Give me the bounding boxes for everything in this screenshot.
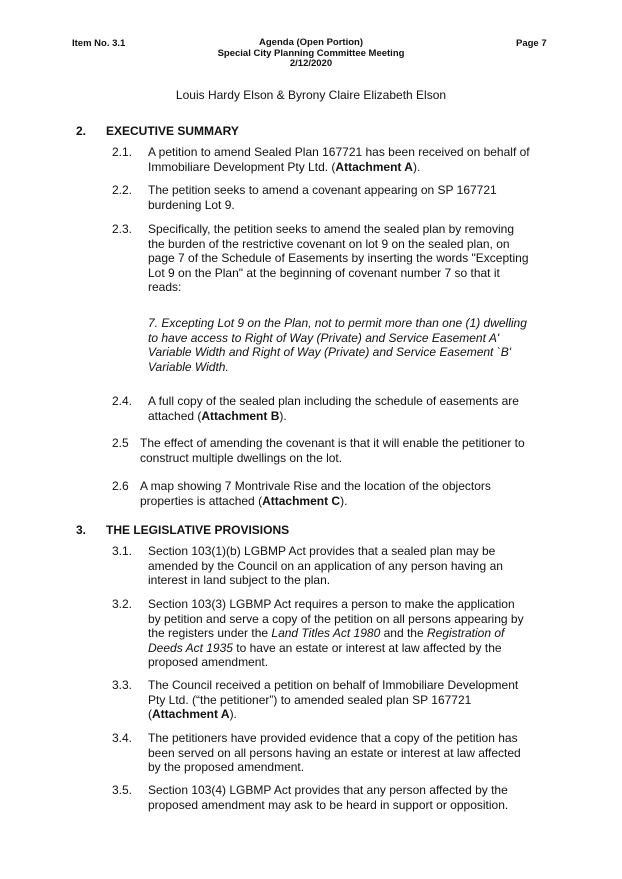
act-name: Deeds Act 1935 (148, 640, 233, 655)
quote-line: to have access to Right of Way (Private) and Service Easement A' (148, 330, 500, 345)
item-line: been served on all persons having an estate or interest at law affected (148, 745, 521, 760)
item-line: The Council received a petition on behalf of Immobiliare Development (148, 678, 519, 692)
item-line: Deeds Act 1935 to have an estate or interest at law affected by the (148, 640, 502, 655)
item-line: A full copy of the sealed plan including the schedule of easements are (148, 394, 519, 408)
item-line: construct multiple dwellings on the lot. (140, 450, 343, 465)
item-line: page 7 of the Schedule of Easements by inserting the words "Excepting (148, 251, 529, 266)
attachment-ref: Attachment C (262, 493, 341, 508)
item-line: Section 103(1)(b) LGBMP Act provides that a sealed plan may be (148, 544, 496, 558)
item-line: Section 103(3) LGBMP Act requires a person to make the application (148, 597, 515, 611)
item-number: 3.3. (112, 678, 133, 692)
item-number: 2.1. (112, 145, 133, 159)
section-number: 3. (76, 523, 87, 537)
meeting-date: 2/12/2020 (289, 58, 333, 69)
item-line: Pty Ltd. (“the petitioner”) to amended sealed plan SP 167721 (148, 692, 472, 707)
item-line: A map showing 7 Montrivale Rise and the location of the objectors (140, 479, 491, 493)
item-line: the registers under the Land Titles Act 1980 and the Registration of (148, 626, 505, 641)
item-line: interest in land subject to the plan. (148, 573, 331, 588)
petitioner-names: Louis Hardy Elson & Byrony Claire Elizabeth Elson (175, 88, 447, 102)
item-line: The petitioners have provided evidence that a copy of the petition has (148, 731, 518, 745)
item-line: (Attachment A). (148, 707, 237, 722)
act-name: Registration of (426, 626, 505, 641)
attachment-ref: Attachment A (152, 707, 230, 722)
item-number: 2.6 (112, 479, 129, 493)
item-line: burdening Lot 9. (148, 197, 235, 212)
item-number: 2.2. (112, 183, 133, 197)
item-line: A petition to amend Sealed Plan 167721 has been received on behalf of (148, 145, 530, 159)
item-number: 2.3. (112, 222, 133, 236)
item-line: The petition seeks to amend a covenant appearing on SP 167721 (148, 183, 497, 197)
item-number: 3.2. (112, 597, 133, 611)
section-title: EXECUTIVE SUMMARY (106, 124, 239, 138)
item-line: proposed amendment. (148, 655, 269, 670)
quote-line: Variable Width and Right of Way (Private) and Service Easement `B' (148, 345, 512, 360)
item-line: Specifically, the petition seeks to amend the sealed plan by removing (148, 222, 514, 236)
item-line: properties is attached (Attachment C). (140, 493, 348, 508)
item-line: by petition and serve a copy of the petition on all persons appearing by (148, 611, 524, 626)
quote-line: 7. Excepting Lot 9 on the Plan, not to permit more than one (1) dwelling (148, 316, 527, 330)
item-line: proposed amendment may ask to be heard in support or opposition. (148, 797, 509, 812)
item-line: Lot 9 on the Plan" at the beginning of covenant number 7 so that it (148, 265, 500, 280)
page-number: Page 7 (516, 38, 547, 49)
item-number: Item No. 3.1 (72, 38, 126, 49)
item-number: 3.4. (112, 731, 133, 745)
item-number: 2.4. (112, 394, 133, 408)
item-line: by the proposed amendment. (148, 760, 305, 775)
item-number: 2.5 (112, 436, 129, 450)
item-number: 3.1. (112, 544, 133, 558)
item-line: the burden of the restrictive covenant on lot 9 on the sealed plan, on (148, 236, 510, 251)
item-line: Immobiliare Development Pty Ltd. (Attachment A). (148, 159, 421, 174)
attachment-ref: Attachment B (201, 408, 280, 423)
item-line: amended by the Council on an application of any person having an (148, 558, 503, 573)
act-name: Land Titles Act 1980 (271, 626, 381, 641)
item-number: 3.5. (112, 783, 133, 797)
section-title: THE LEGISLATIVE PROVISIONS (106, 523, 290, 537)
item-line: Section 103(4) LGBMP Act provides that any person affected by the (148, 783, 508, 797)
item-line: The effect of amending the covenant is that it will enable the petitioner to (140, 436, 525, 450)
item-line: reads: (148, 280, 182, 295)
quote-line: Variable Width. (148, 359, 229, 374)
item-line: attached (Attachment B). (148, 408, 287, 423)
attachment-ref: Attachment A (335, 159, 413, 174)
page-header (0, 0, 622, 80)
covenant-quote (148, 316, 562, 374)
section-number: 2. (76, 124, 87, 138)
agenda-label: Agenda (Open Portion) (259, 37, 363, 48)
meeting-name: Special City Planning Committee Meeting (217, 47, 405, 59)
